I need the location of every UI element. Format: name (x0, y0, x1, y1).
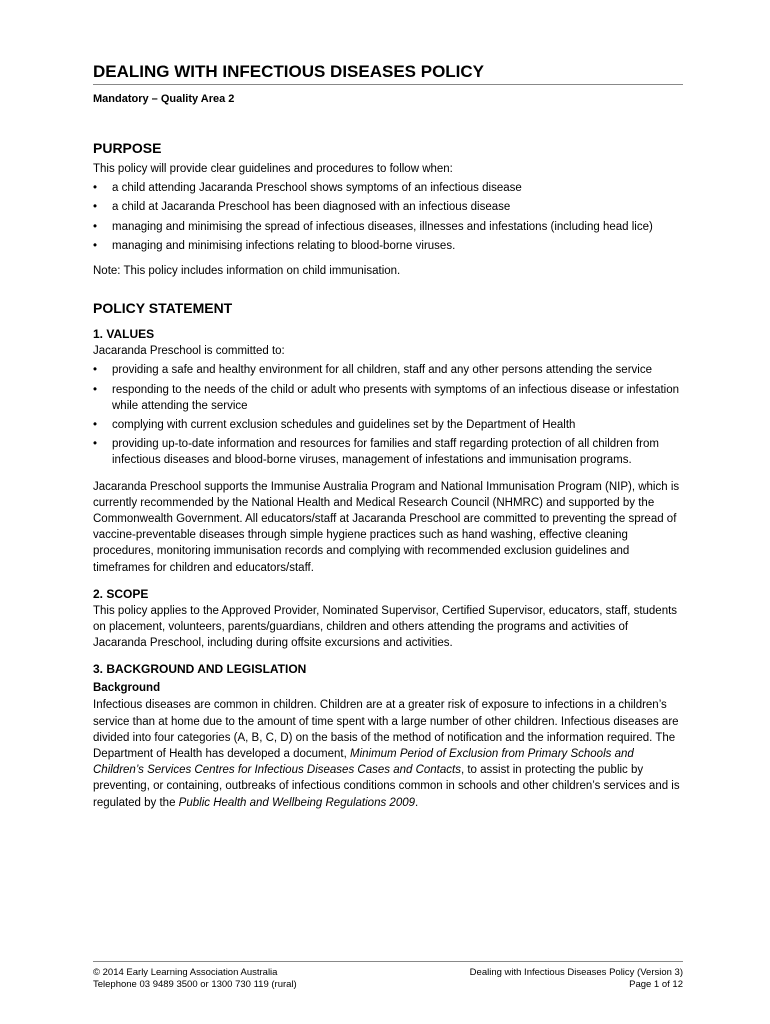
bullet-icon: • (93, 364, 98, 377)
page-footer (93, 961, 683, 990)
values-heading: 1. VALUES (93, 327, 155, 342)
values-list (93, 362, 683, 468)
regulations-title: Public Health and Wellbeing Regulations 2009 (178, 796, 416, 809)
background-heading: 3. BACKGROUND AND LEGISLATION (93, 662, 307, 677)
purpose-note: Note: This policy includes information on child immunisation. (93, 265, 401, 278)
list-item: • responding to the needs of the child or adult who presents with symptoms of an infectious disease or infestation while attending the service (93, 383, 680, 412)
list-item: • a child attending Jacaranda Preschool shows symptoms of an infectious disease (93, 180, 683, 196)
list-item: • providing up-to-date information and resources for families and staff regarding protection of all children from infectious diseases and blood-borne viruses, management of infestations and immunisation programs. (93, 438, 659, 467)
footer-left (93, 967, 297, 991)
bullet-icon: • (93, 182, 98, 195)
scope-heading: 2. SCOPE (93, 586, 149, 601)
document-title: DEALING WITH INFECTIOUS DISEASES POLICY (93, 62, 683, 85)
values-paragraph: Jacaranda Preschool supports the Immunise Australia Program and National Immunisation Program (NIP), which is currently recommended by the National Health and Medical Research Council (NHMRC) and supported by the Commonwealth Government. All educators/staff at Jacaranda Preschool are committed to preventing the spread of vaccine-preventable diseases through simple hygiene practices such as hand washing, effective cleaning procedures, monitoring immunisation records and complying with recommended exclusion guidelines and timeframes for children and educators/staff. (93, 480, 680, 574)
exclusion-document-title: Minimum Period of Exclusion from Primary Schools and Children’s Services Centres for Infectious Diseases Cases and Contacts (93, 748, 634, 777)
purpose-intro: This policy will provide clear guidelines and procedures to follow when: (93, 163, 453, 175)
bullet-icon: • (93, 201, 98, 214)
list-item: • managing and minimising infections relating to blood-borne viruses. (93, 238, 683, 254)
list-item: • complying with current exclusion schedules and guidelines set by the Department of Health (93, 417, 683, 433)
list-item: • providing a safe and healthy environment for all children, staff and any other persons attending the service (93, 362, 683, 378)
footer-right (470, 967, 683, 991)
footer-page-number: Page 1 of 12 (629, 979, 683, 990)
list-item: • a child at Jacaranda Preschool has been diagnosed with an infectious disease (93, 199, 683, 215)
background-paragraph: Infectious diseases are common in children. Children are at a greater risk of exposure to infections in a children’s service than at home due to the amount of time spent with a large number of other children. Infectious diseases are divided into four categories (A, B, C, D) on the basis of the method of notification and the information required. The Department of Health has developed a document, Minimum Period of Exclusion from Primary Schools and Children’s Services Centres for Infectious Diseases Cases and Contacts, to assist in protecting the public by preventing, or containing, outbreaks of infectious conditions common in schools and other children’s services and is regulated by the Public Health and Wellbeing Regulations 2009. (93, 699, 680, 809)
policy-statement-heading: POLICY STATEMENT (93, 300, 233, 317)
purpose-list (93, 180, 683, 254)
background-subheading: Background (93, 682, 161, 695)
document-page (93, 62, 683, 811)
footer-telephone: Telephone 03 9489 3500 or 1300 730 119 (rural) (93, 979, 297, 990)
purpose-heading: PURPOSE (93, 140, 162, 156)
footer-doc-name: Dealing with Infectious Diseases Policy (Version 3) (469, 967, 683, 978)
document-subtitle: Mandatory – Quality Area 2 (93, 93, 235, 105)
bullet-icon: • (93, 419, 98, 432)
bullet-icon: • (93, 383, 98, 396)
bullet-icon: • (93, 220, 98, 233)
footer-copyright: © 2014 Early Learning Association Australia (93, 967, 278, 978)
list-item: • managing and minimising the spread of infectious diseases, illnesses and infestations (including head lice) (93, 219, 683, 235)
bullet-icon: • (93, 239, 98, 252)
scope-paragraph: This policy applies to the Approved Provider, Nominated Supervisor, Certified Supervisor, educators, staff, students on placement, volunteers, parents/guardians, children and others attending the programs and activities of Jacaranda Preschool, including during offsite excursions and activities. (93, 604, 678, 650)
values-intro: Jacaranda Preschool is committed to: (93, 345, 285, 358)
bullet-icon: • (93, 438, 98, 451)
